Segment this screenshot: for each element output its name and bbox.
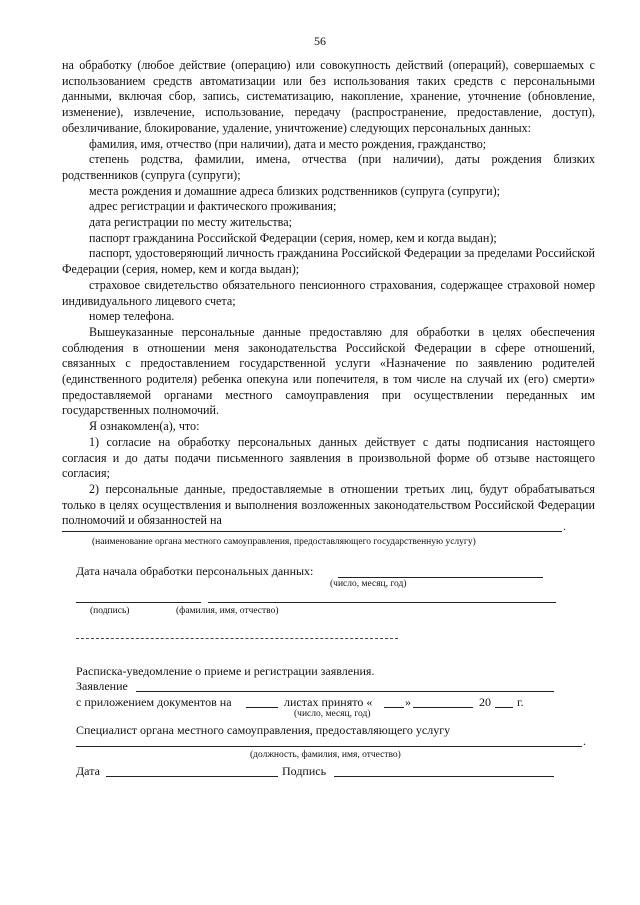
specialist-caption: (должность, фамилия, имя, отчество) (250, 750, 401, 760)
specialist-field[interactable] (76, 746, 582, 747)
statement-label: Заявление (76, 679, 128, 693)
org-name-field[interactable] (62, 531, 562, 532)
paragraph: адрес регистрации и фактического проживания; (89, 199, 337, 214)
start-date-caption: (число, месяц, год) (330, 579, 407, 589)
page-number: 56 (314, 34, 326, 48)
paragraph: места рождения и домашние адреса близких родственников (супруга (супруги); (89, 183, 501, 198)
paragraph: страховое свидетельство обязательного пенсионного страхования, содержащее страховой номер индивидуального лицевого счета; (62, 277, 595, 308)
attachments-mid: листах принято « (284, 695, 373, 709)
sign-field[interactable] (334, 776, 554, 777)
attachments-caption: (число, месяц, год) (294, 709, 371, 719)
paragraph: фамилия, имя, отчество (при наличии), дата и место рождения, гражданство; (89, 136, 487, 151)
org-line-end: . (563, 519, 566, 533)
sign-label: Подпись (282, 764, 327, 778)
paragraph: Вышеуказанные персональные данные предоставляю для обработки в целях обеспечения соблюдения в отношении меня законодательства Российской Федерации в сфере отношений, связанных с предоставлением государственной услуги «Назначение по заявлению родителей (единственного родителя) ребенка опекуна или попечителя, в том числе на случай их (его) смерти» предоставляемой органами местного самоуправления при осуществлении переданных им государственных полномочий. (62, 324, 595, 418)
fio-field[interactable] (208, 602, 556, 603)
date-field[interactable] (106, 776, 278, 777)
paragraph: Я ознакомлен(а), что: (89, 419, 200, 434)
attachments-year: 20 (479, 695, 491, 709)
specialist-label: Специалист органа местного самоуправления, предоставляющего услугу (76, 723, 451, 737)
year-field[interactable] (495, 707, 513, 708)
day-field[interactable] (384, 707, 404, 708)
attachments-suffix: г. (517, 695, 524, 709)
paragraph: дата регистрации по месту жительства; (89, 215, 292, 230)
date-label: Дата (76, 764, 100, 778)
signature-caption: (подпись) (90, 606, 130, 616)
attachments-prefix: с приложением документов на (76, 695, 232, 709)
paragraph: на обработку (любое действие (операцию) или совокупность действий (операций), совершаемых с использованием средств автоматизации или без использования таких средств с персональными данными, включая сбор, запись, систематизацию, накопление, хранение, уточнение (обновление, изменение), извлечение, использование, передачу (распространение, предоставление, доступ), обезличивание, блокирование, удаление, уничтожение) следующих персональных данных: (62, 58, 595, 135)
statement-field[interactable] (136, 691, 554, 692)
signature-field[interactable] (76, 602, 201, 603)
start-date-field[interactable] (338, 577, 543, 578)
start-date-label: Дата начала обработки персональных данных: (76, 564, 314, 578)
fio-caption: (фамилия, имя, отчество) (176, 606, 279, 616)
receipt-title: Расписка-уведомление о приеме и регистрации заявления. (76, 664, 375, 678)
attachments-quote-close: » (405, 695, 411, 709)
paragraph: 1) согласие на обработку персональных данных действует с даты подписания настоящего согласия и до даты подачи письменного заявления в произвольной форме об отзыве настоящего согласия; (62, 434, 595, 481)
paragraph: 2) персональные данные, предоставляемые в отношении третьих лиц, будут обрабатываться только в целях осуществления и выполнения возложенных законодательством Российской Федерации полномочий и обязанностей на (62, 481, 595, 528)
specialist-line-end: . (583, 734, 586, 748)
sheets-count-field[interactable] (246, 707, 278, 708)
paragraph: степень родства, фамилии, имена, отчества (при наличии), даты рождения близких родственников (супруга (супруги); (62, 152, 595, 182)
paragraph: паспорт гражданина Российской Федерации (серия, номер, кем и когда выдан); (89, 230, 497, 245)
org-caption: (наименование органа местного самоуправления, предоставляющего государственную услугу) (92, 537, 476, 547)
paragraph: номер телефона. (89, 309, 175, 324)
month-field[interactable] (413, 707, 473, 708)
cut-line (76, 638, 398, 639)
paragraph: паспорт, удостоверяющий личность гражданина Российской Федерации за пределами Российской Федерации (серия, номер, кем и когда выдан); (62, 246, 595, 277)
